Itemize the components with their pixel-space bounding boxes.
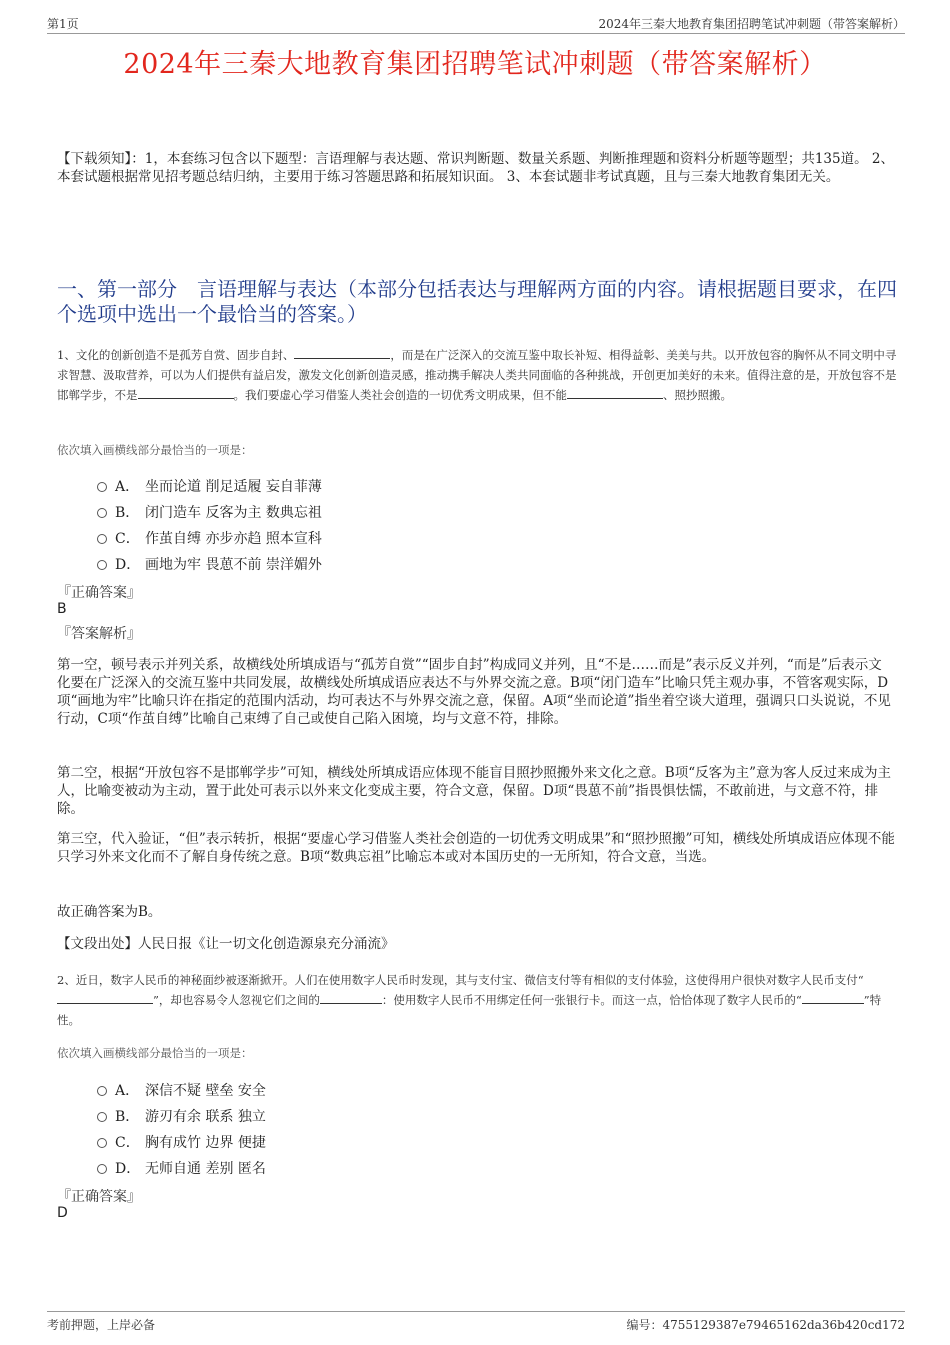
question-1-option-b[interactable]: B． 闭门造车 反客为主 数典忘祖 xyxy=(97,502,322,522)
question-1-option-c[interactable]: C． 作茧自缚 亦步亦趋 照本宣科 xyxy=(97,528,322,548)
page-header xyxy=(47,13,905,34)
question-2-option-b[interactable]: B． 游刃有余 联系 独立 xyxy=(97,1106,266,1126)
question-2-option-c[interactable]: C． 胸有成竹 边界 便捷 xyxy=(97,1132,266,1152)
answer-value: D xyxy=(57,1205,68,1221)
fill-blank xyxy=(567,386,663,399)
question-2-prompt: 依次填入画横线部分最恰当的一项是： xyxy=(57,1046,253,1060)
fill-blank xyxy=(802,991,864,1004)
section-heading: 一、第一部分 言语理解与表达（本部分包括表达与理解两方面的内容。请根据题目要求，在四个选项中选出一个最恰当的答案。） xyxy=(57,277,897,326)
footer-slogan: 考前押题，上岸必备 xyxy=(47,1318,156,1332)
document-id: 编号：4755129387e79465162da36b420cd172 xyxy=(626,1318,905,1332)
question-2-option-d[interactable]: D． 无师自通 差别 匿名 xyxy=(97,1158,266,1178)
answer-label: 『正确答案』 xyxy=(57,585,141,601)
source-citation: 【文段出处】人民日报《让一切文化创造源泉充分涌流》 xyxy=(57,936,395,952)
analysis-paragraph: 第三空，代入验证，“但”表示转折，根据“要虚心学习借鉴人类社会创造的一切优秀文明成果”和“照抄照搬”可知，横线处所填成语应体现不能只学习外来文化而不了解自身传统之意。B项“数典忘祖”比喻忘本或对本国历史的一无所知，符合文意，当选。 xyxy=(57,831,895,865)
analysis-paragraph: 第二空，根据“开放包容不是邯郸学步”可知，横线处所填成语应体现不能盲目照抄照搬外来文化之意。B项“反客为主”意为客人反过来成为主人，比喻变被动为主动，置于此处可表示以外来文化变成主要，符合文意，保留。D项“畏葸不前”指畏惧怯懦，不敢前进，与文意不符，排除。 xyxy=(57,765,892,817)
page-number: 第1页 xyxy=(47,17,79,31)
question-1-option-d[interactable]: D． 画地为牢 畏葸不前 崇洋媚外 xyxy=(97,554,322,574)
question-2-option-a[interactable]: A． 深信不疑 壁垒 安全 xyxy=(97,1080,266,1100)
analysis-conclusion: 故正确答案为B。 xyxy=(57,904,162,920)
fill-blank xyxy=(57,991,153,1004)
radio-icon[interactable] xyxy=(97,482,107,492)
answer-value: B xyxy=(57,601,67,617)
analysis-label: 『答案解析』 xyxy=(57,626,141,642)
fill-blank xyxy=(320,991,382,1004)
fill-blank xyxy=(294,346,390,359)
page-title: 2024年三秦大地教育集团招聘笔试冲刺题（带答案解析） xyxy=(123,49,827,80)
radio-icon[interactable] xyxy=(97,560,107,570)
radio-icon[interactable] xyxy=(97,1138,107,1148)
question-1-stem: 1、文化的创新创造不是孤芳自赏、固步自封、 ，而是在广泛深入的交流互鉴中取长补短、相得益彰、美美与共。以开放包容的胸怀从不同文明中寻求智慧、汲取营养，可以为人们提供有益启发，激发文化创新创造灵感，推动携手解决人类共同面临的各种挑战，开创更加美好的未来。值得注意的是，开放包容不是邯郸学步，不是 。我们要虚心学习借鉴人类社会创造的一切优秀文明成果，但不能 、照抄照搬。 xyxy=(57,348,897,402)
answer-label: 『正确答案』 xyxy=(57,1189,141,1205)
radio-icon[interactable] xyxy=(97,1112,107,1122)
fill-blank xyxy=(138,386,234,399)
question-1-prompt: 依次填入画横线部分最恰当的一项是： xyxy=(57,443,253,457)
header-doc-title: 2024年三秦大地教育集团招聘笔试冲刺题（带答案解析） xyxy=(598,17,905,31)
radio-icon[interactable] xyxy=(97,1086,107,1096)
download-notice: 【下载须知】：1，本套练习包含以下题型：言语理解与表达题、常识判断题、数量关系题、判断推理题和资料分析题等题型；共135道。 2、本套试题根据常见招考题总结归纳，主要用于练习答题思路和拓展知识面。 3、本套试题非考试真题，且与三秦大地教育集团无关。 xyxy=(57,151,894,185)
radio-icon[interactable] xyxy=(97,508,107,518)
question-1-option-a[interactable]: A． 坐而论道 削足适履 妄自菲薄 xyxy=(97,476,322,496)
page-footer xyxy=(47,1311,905,1334)
analysis-paragraph: 第一空，顿号表示并列关系，故横线处所填成语与“孤芳自赏”“固步自封”构成同义并列，且“不是……而是”表示反义并列，“而是”后表示文化要在广泛深入的交流互鉴中共同发展，故横线处所填成语应表达不与外界交流之意。B项“闭门造车”比喻只凭主观办事，不管客观实际，D项“画地为牢”比喻只许在指定的范围内活动，均可表达不与外界交流之意，保留。A项“坐而论道”指坐着空谈大道理，强调只口头说说，不见行动，C项“作茧自缚”比喻自己束缚了自己或使自己陷入困境，均与文意不符，排除。 xyxy=(57,657,891,727)
question-2-stem: 2、近日，数字人民币的神秘面纱被逐渐掀开。人们在使用数字人民币时发现，其与支付宝、微信支付等有相似的支付体验，这使得用户很快对数字人民币支付“”，却也容易令人忽视它们之间的 ：使用数字人民币不用绑定任何一张银行卡。而这一点，恰恰体现了数字人民币的“ ”特性。 xyxy=(57,973,882,1027)
radio-icon[interactable] xyxy=(97,534,107,544)
radio-icon[interactable] xyxy=(97,1164,107,1174)
